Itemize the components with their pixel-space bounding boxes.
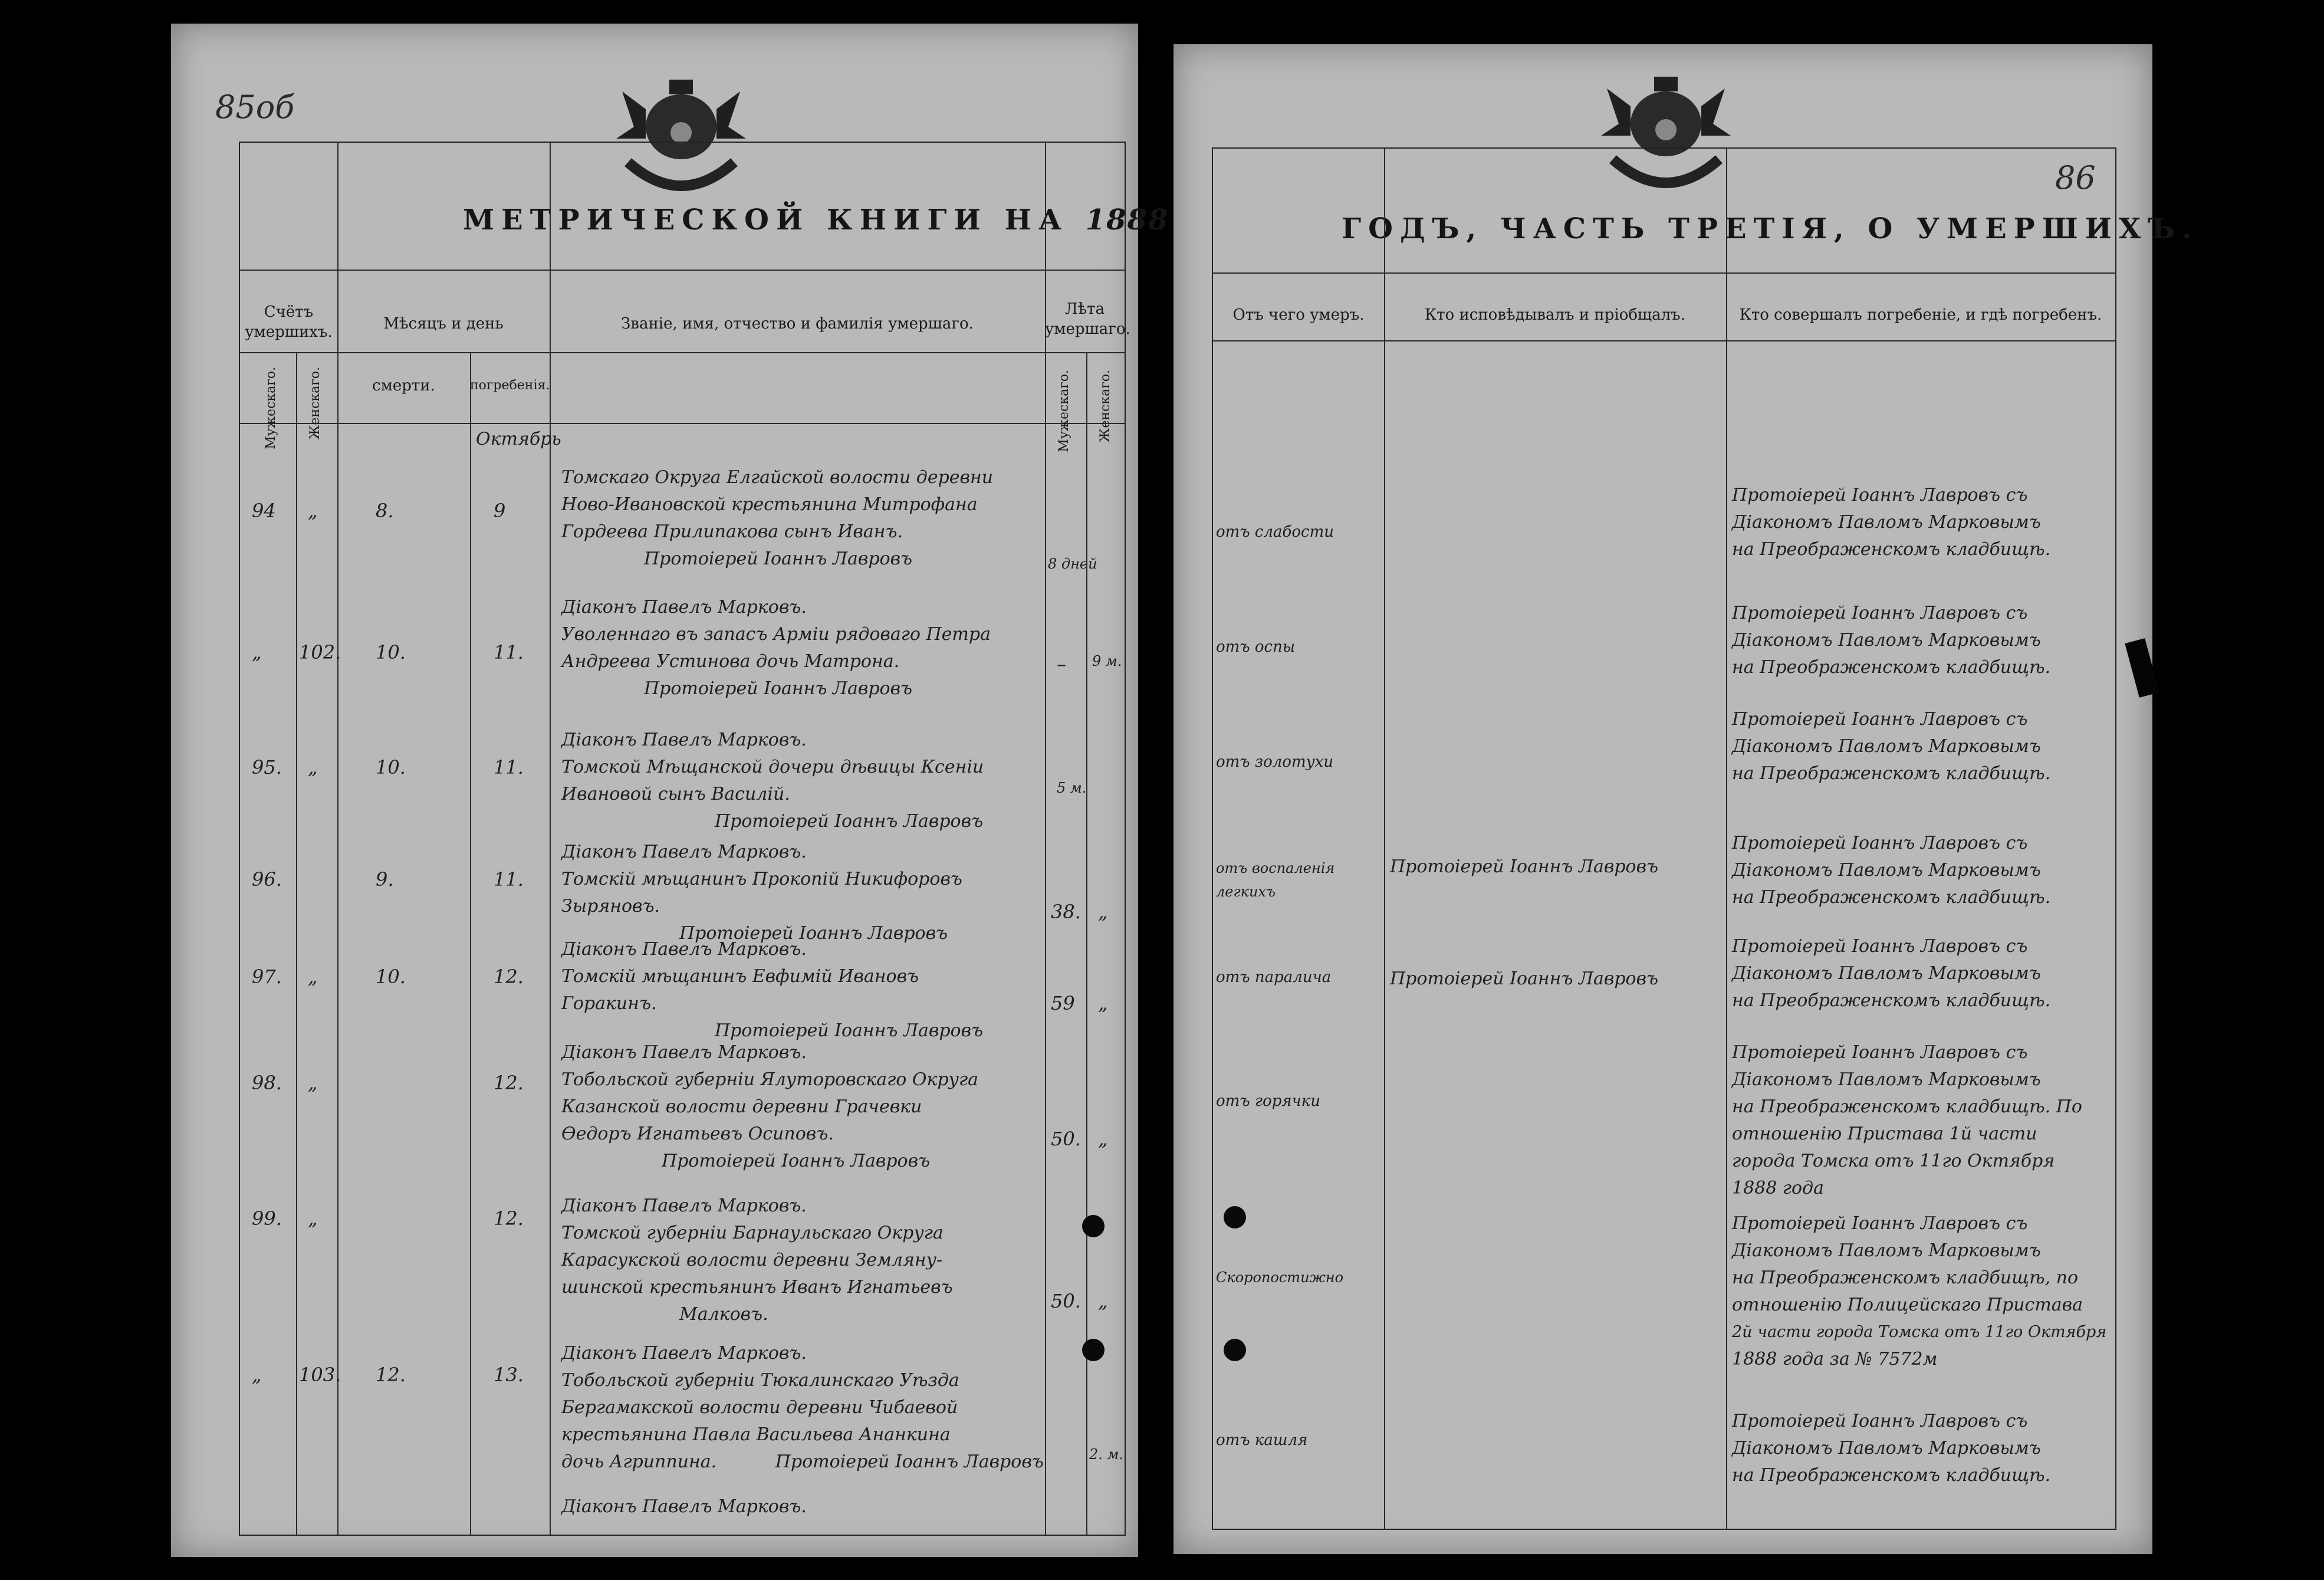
binding-hole [1082,1215,1105,1237]
binding-hole [1224,1206,1246,1228]
binding-hole [1082,1339,1105,1361]
priest-signature: Протоіерей Іоаннъ Лавровъ [679,923,948,944]
left-page [171,24,1169,1557]
title-right: ГОДЪ, ЧАСТЬ ТРЕТІЯ, О УМЕРШИХЪ. [1342,212,2199,245]
header-month-day: Мѣсяцъ и день [383,315,504,333]
binding-hole [1224,1339,1246,1361]
folio-number-right: 86 [2055,159,2096,196]
header-name: Званіе, имя, отчество и фамилія умершаго. [621,315,974,333]
right-page [1173,44,2199,1554]
header-burial: погребенія. [470,378,550,393]
month-label: Октябрь [476,429,561,449]
priest-signature: Малковъ. [679,1304,768,1325]
header-confessor: Кто исповѣдывалъ и пріобщалъ. [1425,306,1685,324]
header-age-female: Женскаго. [1098,370,1113,443]
header-burial-by: Кто совершалъ погребеніе, и гдѣ погребенъ. [1739,306,2102,324]
header-cause: Отъ чего умеръ. [1232,306,1365,324]
priest-signature: Протоіерей Іоаннъ Лавровъ [662,1151,931,1171]
header-age-male: Мужескаго. [1057,370,1071,452]
priest-signature: Протоіерей Іоаннъ Лавровъ [775,1451,1044,1472]
priest-signature: Протоіерей Іоаннъ Лавровъ [715,1020,984,1041]
priest-signature: Протоіерей Іоаннъ Лавровъ [644,678,913,699]
folio-number-left: 85об [215,88,295,126]
header-count: Счётъ умершихъ. [245,303,333,341]
header-female: Женскаго. [308,367,323,440]
title-left: МЕТРИЧЕСКОЙ КНИГИ НА 1888 [463,203,1169,236]
closing-deacon: Діаконъ Павелъ Марковъ. [561,1496,807,1517]
priest-signature: Протоіерей Іоаннъ Лавровъ [644,548,913,569]
header-male: Мужескаго. [264,367,278,449]
right-table: Отъ чего умеръ. Кто исповѣдывалъ и пріобщалъ. Кто совершалъ погребеніе, и гдѣ погребенъ. отъ слабости Протоіерей Іоаннъ Лавровъ съ Діакономъ Павломъ Марковымъ на Преображенскомъ кладбищѣ. отъ оспы Протоіерей Іоаннъ Лавровъ съ Діакономъ Павломъ Марковымъ на Преображенскомъ кладбищѣ. отъ золотухи Протоіерей Іоаннъ Лавровъ съ Діакономъ Павломъ Марковымъ на Преображенскомъ кладбищѣ. отъ воспаленія легкихъ Протоіерей Іоаннъ Лавровъ Протоіерей Іоаннъ Лавровъ съ Діакономъ Павломъ Марковымъ на Преображенскомъ кладбищѣ. отъ паралича Протоіерей Іоаннъ Лавровъ Протоіерей Іоаннъ Лавровъ съ Діакономъ Павломъ Марковымъ на Преображенскомъ кладбищѣ. отъ горячки Протоіерей Іоаннъ Лавровъ съ Діакономъ Павломъ Марковымъ на Преображенскомъ кладбищѣ. По отношенію Пристава 1й части города Томска отъ 11го Октября 1888 года Скоропостижно Протоіерей Іоаннъ Лавровъ съ Діакономъ Павломъ Марковымъ на Преображенскомъ кладбищѣ, по отношенію Полицейскаго Пристава 2й части города Томска отъ 11го Октября 1888 года за № 7572м отъ кашля Протоіерей Іоаннъ Лавровъ съ Діакономъ Павломъ Марковымъ на Преображенскомъ кладбищѣ. [1212,147,2116,1530]
header-death: смерти. [372,377,435,395]
left-table: Счётъ умершихъ. Мужескаго. Женскаго. Мѣсяцъ и день смерти. погребенія. Званіе, имя, отчество и фамилія умершаго. Лѣта умершаго. Мужескаго. Женскаго. Октябрь 94 „ 8. 9 Томскаго Округа Елгайской волости деревни Ново-Ивановской крестьянина Митрофана Гордеева Прилипакова сынъ Иванъ. Протоіерей Іоаннъ Лавровъ 8 дней „ 102. 10. 11. Діаконъ Павелъ Марковъ. Уволеннаго въ запасъ Арміи рядоваго Петра Андреева Устинова дочь Матрона. Протоіерей Іоаннъ Лавровъ – 9 м. 95. „ 10. 11. Діаконъ Павелъ Марковъ. Томской Мѣщанской дочери дѣвицы Ксеніи Ивановой сынъ Василій. Протоіерей Іоаннъ Лавровъ 5 м. 96. 9. 11. Діаконъ Павелъ Марковъ. Томскій мѣщанинъ Прокопій Никифоровъ Зыряновъ. Протоіерей Іоаннъ Лавровъ 38. „ 97. „ 10. 12. Діаконъ Павелъ Марковъ. Томскій мѣщанинъ Евфимій Ивановъ Горакинъ. Протоіерей Іоаннъ Лавровъ 59 „ 98. „ 12. Діаконъ Павелъ Марковъ. Тобольской губерніи Ялуторовскаго Округа Казанской волости деревни Грачевки Ѳедоръ Игнатьевъ Осиповъ. Протоіерей Іоаннъ Лавровъ 50. „ 99. „ 12. Діаконъ Павелъ Марковъ. Томской губерніи Барнаульскаго Округа Карасукской волости деревни Земляну- шинской крестьянинъ Иванъ Игнатьевъ Малковъ. 50. „ „ 103. 12. 13. Діаконъ Павелъ Марковъ. Тобольской губерніи Тюкалинскаго Уѣзда Бергамакской волости деревни Чибаевой крестьянина Павла Васильева Ананкина дочь Агриппина. Протоіерей Іоаннъ Лавровъ 2. м. Діаконъ Павелъ Марковъ. [239,142,1126,1536]
header-age: Лѣта умершаго. [1045,300,1130,338]
priest-signature: Протоіерей Іоаннъ Лавровъ [715,811,984,832]
